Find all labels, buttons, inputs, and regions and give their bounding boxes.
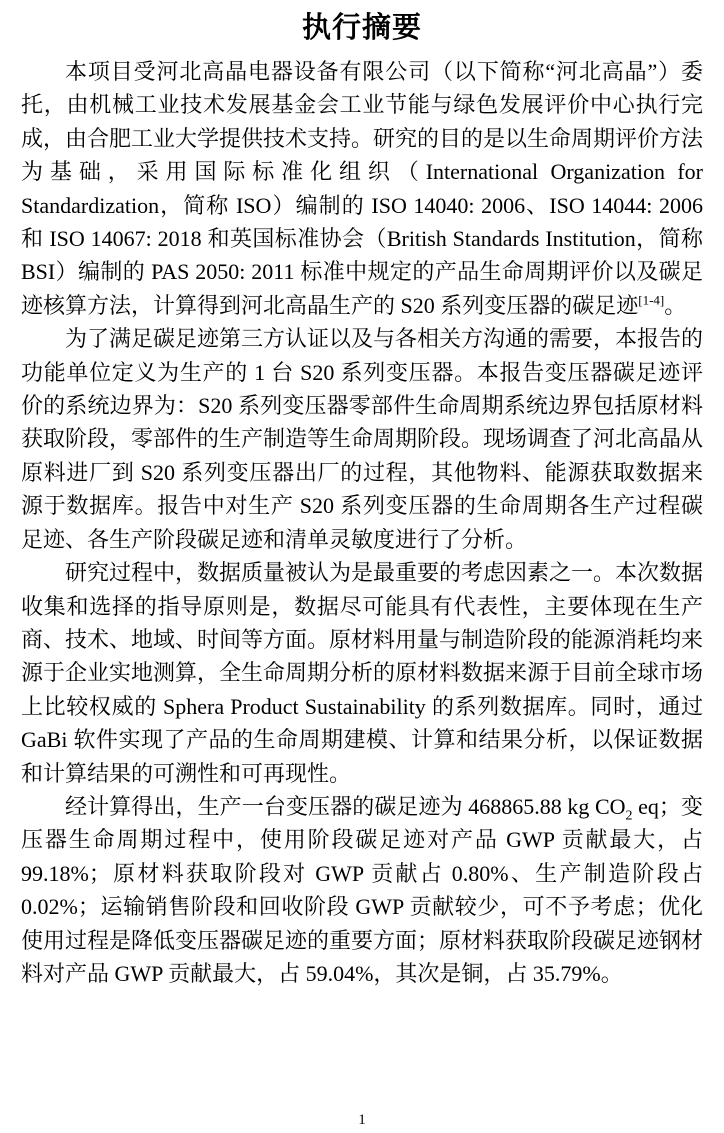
page-number: 1: [358, 1112, 366, 1128]
text-run: 为了满足碳足迹第三方认证以及与各相关方沟通的需要，本报告的功能单位定义为生产的 1 台 S20 系列变压器。本报告变压器碳足迹评价的系统边界为：S20 系列变压器零部件生命周期系统边界包括原材料获取阶段，零部件的生产制造等生命周期阶段。现场调查了河北高晶从原料进厂到 S20 系列变压器出厂的过程，其他物料、能源获取数据来源于数据库。报告中对生产 S20 系列变压器的生命周期各生产过程碳足迹、各生产阶段碳足迹和清单灵敏度进行了分析。: [21, 326, 704, 552]
page-title: 执行摘要: [301, 12, 422, 44]
paragraph: [21, 556, 703, 790]
page-footer: [0, 1111, 724, 1129]
subscript: 2: [625, 808, 633, 824]
text-run: 经计算得出，生产一台变压器的碳足迹为 468865.88 kg CO: [65, 793, 626, 819]
paragraph: [21, 55, 703, 322]
text-run: 研究过程中，数据质量被认为是最重要的考虑因素之一。本次数据收集和选择的指导原则是，数据尽可能具有代表性，主要体现在生产商、技术、地域、时间等方面。原材料用量与制造阶段的能源消耗均来源于企业实地测算，全生命周期分析的原材料数据来源于目前全球市场上比较权威的 Sphera Product Sustainability 的系列数据库。同时，通过 GaBi 软件实现了产品的生命周期建模、计算和结果分析，以保证数据和计算结果的可溯性和可再现性。: [21, 560, 704, 786]
text-run: eq；变压器生命周期过程中，使用阶段碳足迹对产品 GWP 贡献最大，占 99.18%；原材料获取阶段对 GWP 贡献占 0.80%、生产制造阶段占 0.02%；运输销售阶段和回收阶段 GWP 贡献较少，可不予考虑；优化使用过程是降低变压器碳足迹的重要方面；原材料获取阶段碳足迹钢材料对产品 GWP 贡献最大，占 59.04%，其次是铜，占 35.79%。: [21, 793, 704, 986]
citation-superscript: [1-4]: [638, 292, 665, 308]
text-run: 本项目受河北高晶电器设备有限公司（以下简称“河北高晶”）委托，由机械工业技术发展基金会工业节能与绿色发展评价中心执行完成，由合肥工业大学提供技术支持。研究的目的是以生命周期评价方法为基础，采用国际标准化组织（International Organization for Standardization，简称 ISO）编制的 ISO 14040: 2006、ISO 14044: 2006 和 ISO 14067: 2018 和英国标准协会（British Standards Institution，简称 BSI）编制的 PAS 2050: 2011 标准中规定的产品生命周期评价以及碳足迹核算方法，计算得到河北高晶生产的 S20 系列变压器的碳足迹: [21, 59, 704, 318]
paragraph: [21, 322, 703, 556]
document-body: [0, 49, 724, 990]
text-run: 。: [664, 292, 687, 318]
paragraph: [21, 790, 703, 990]
